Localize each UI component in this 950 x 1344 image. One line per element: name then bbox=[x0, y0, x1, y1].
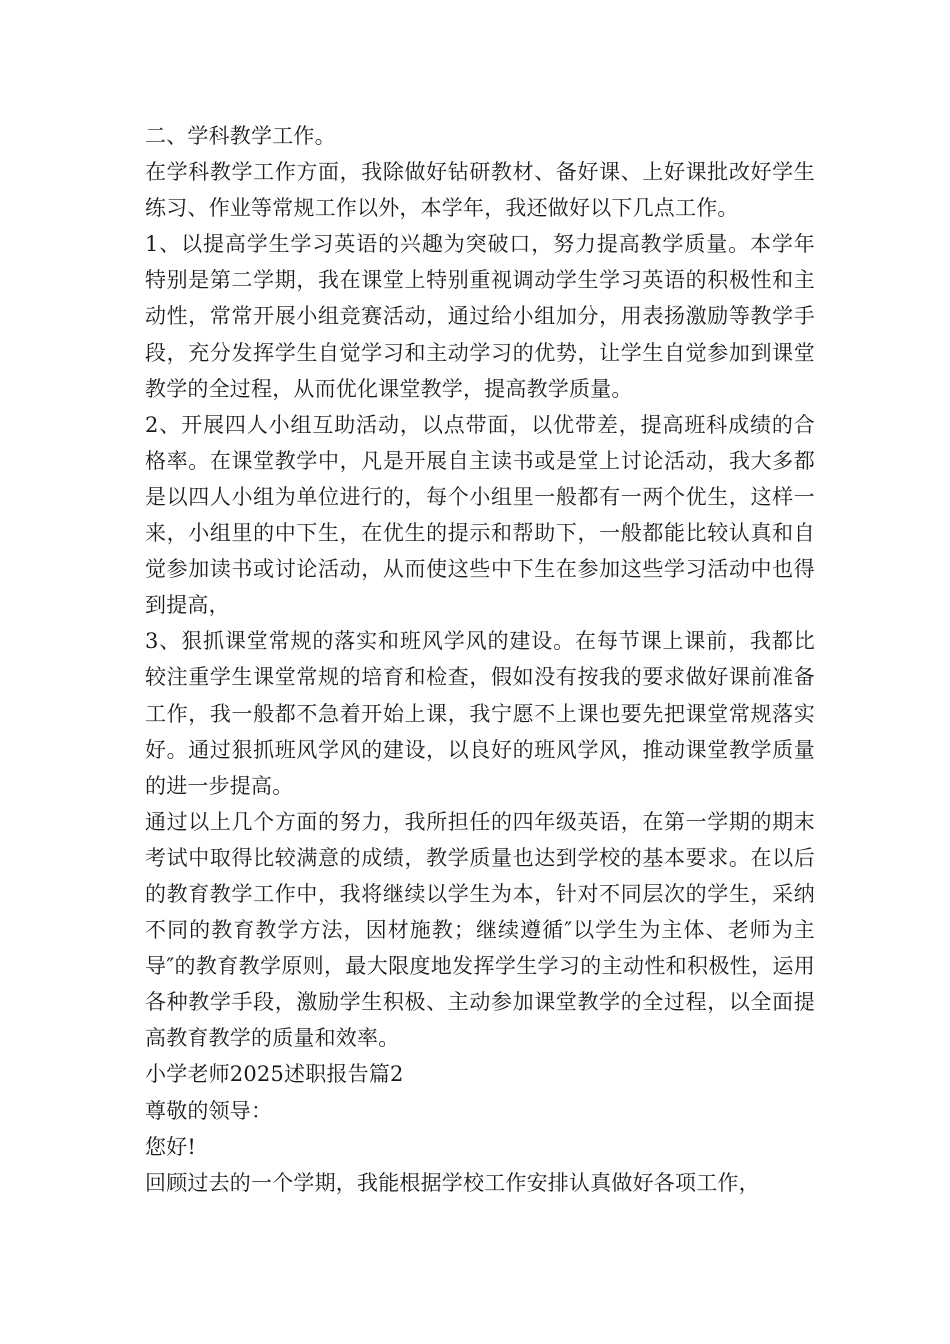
paragraph-section-heading: 二、学科教学工作。 bbox=[145, 124, 336, 148]
salutation: 尊敬的领导： bbox=[145, 1098, 273, 1123]
paragraph: 3、狠抓课堂常规的落实和班风学风的建设。在每节课上课前，我都比较注重学生课堂常规的培育和检查，假如没有按我的要求做好课前准备工作，我一般都不急着开始上课，我宁愿不上课也要先把课堂常规落实好。通过狠抓班风学风的建设，以良好的班风学风，推动课堂教学质量的进一步提高。 bbox=[145, 629, 815, 798]
paragraph: 1、以提高学生学习英语的兴趣为突破口，努力提高教学质量。本学年特别是第二学期，我在课堂上特别重视调动学生学习英语的积极性和主动性，常常开展小组竞赛活动，通过给小组加分，用表扬激励等教学手段，充分发挥学生自觉学习和主动学习的优势，让学生自觉参加到课堂教学的全过程，从而优化课堂教学，提高教学质量。 bbox=[145, 232, 815, 401]
article-title: 小学老师2025述职报告篇2 bbox=[145, 1062, 404, 1087]
paragraph: 在学科教学工作方面，我除做好钻研教材、备好课、上好课批改好学生练习、作业等常规工作以外，本学年，我还做好以下几点工作。 bbox=[145, 160, 815, 221]
greeting: 您好! bbox=[145, 1134, 197, 1159]
paragraph: 通过以上几个方面的努力，我所担任的四年级英语，在第一学期的期末考试中取得比较满意的成绩，教学质量也达到学校的基本要求。在以后的教育教学工作中，我将继续以学生为本，针对不同层次的学生，采纳不同的教育教学方法，因材施教；继续遵循″以学生为主体、老师为主导″的教育教学原则，最大限度地发挥学生学习的主动性和积极性，运用各种教学手段，激励学生积极、主动参加课堂教学的全过程，以全面提高教育教学的质量和效率。 bbox=[145, 809, 815, 1051]
document-body bbox=[145, 118, 815, 1201]
paragraph: 2、开展四人小组互助活动，以点带面，以优带差，提高班科成绩的合格率。在课堂教学中，凡是开展自主读书或是堂上讨论活动，我大多都是以四人小组为单位进行的，每个小组里一般都有一两个优生，这样一来，小组里的中下生，在优生的提示和帮助下，一般都能比较认真和自觉参加读书或讨论活动，从而使这些中下生在参加这些学习活动中也得到提高， bbox=[145, 412, 815, 618]
paragraph: 回顾过去的一个学期，我能根据学校工作安排认真做好各项工作， bbox=[145, 1170, 760, 1195]
